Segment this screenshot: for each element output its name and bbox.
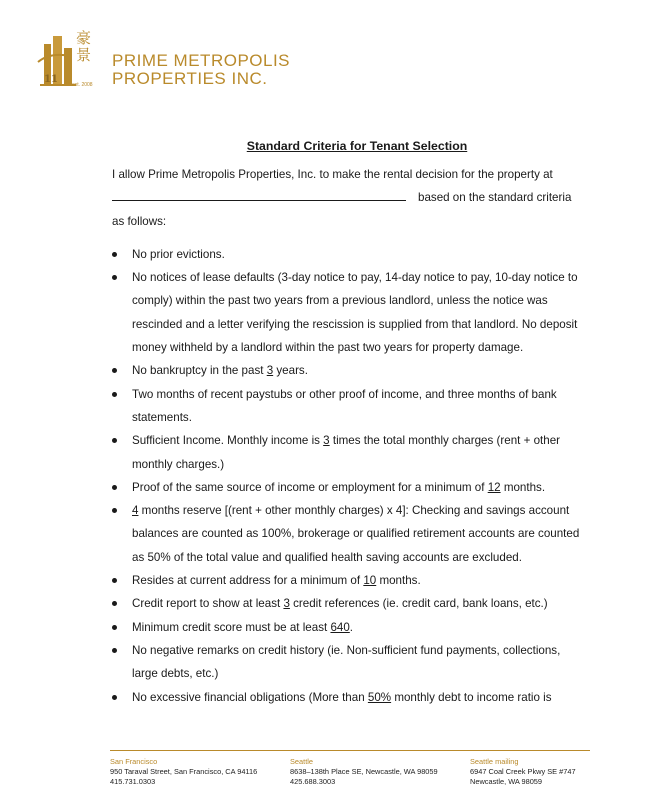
logo-chinese-text: 豪景 (76, 29, 92, 64)
criteria-text: Two months of recent paystubs or other proof of income, and three months of bank statements. (132, 387, 557, 424)
company-logo-icon (30, 22, 110, 97)
criteria-item (112, 639, 582, 686)
criteria-text: Resides at current address for a minimum of (132, 574, 364, 588)
footer-address: 950 Taraval Street, San Francisco, CA 94116 (110, 767, 258, 776)
criteria-item (112, 266, 582, 359)
criteria-item (112, 476, 582, 499)
criteria-value: 50% (367, 690, 392, 704)
intro-line-3: as follows: (112, 214, 167, 228)
criteria-value: 3 (266, 364, 274, 378)
logo-tagline: est. 2008 (72, 82, 93, 88)
footer-city: Seattle mailing (470, 757, 519, 766)
criteria-item (112, 499, 582, 569)
criteria-text: . (349, 620, 354, 634)
footer-address: 8638–138th Place SE, Newcastle, WA 98059 (290, 767, 438, 776)
criteria-item (112, 359, 582, 382)
document-body (112, 138, 582, 709)
criteria-list (112, 243, 582, 709)
footer-address: 6947 Coal Creek Pkwy SE #747 (470, 767, 576, 776)
intro-paragraph (112, 163, 582, 233)
company-name-line1: PRIME METROPOLIS (112, 51, 291, 70)
criteria-text: Proof of the same source of income or employment for a minimum of (132, 480, 488, 494)
property-address-blank[interactable] (112, 187, 406, 201)
footer-city: San Francisco (110, 757, 158, 766)
footer-phone: 425.688.3003 (290, 777, 336, 786)
footer-phone: 415.731.0303 (110, 777, 156, 786)
company-name (112, 52, 290, 88)
criteria-text: months. (500, 480, 546, 494)
criteria-value: 3 (283, 597, 290, 611)
criteria-text: Credit report to show at least (132, 597, 284, 611)
document-title: Standard Criteria for Tenant Selection (246, 139, 468, 153)
criteria-item (112, 686, 582, 709)
footer-office-seattle-mailing (470, 757, 576, 787)
criteria-text: Sufficient Income. Monthly income is (132, 434, 324, 448)
footer-divider (110, 750, 590, 751)
company-name-line2: PROPERTIES INC. (112, 69, 268, 88)
footer-office-sf (110, 757, 257, 787)
criteria-value: 640 (330, 620, 350, 634)
criteria-item (112, 243, 582, 266)
criteria-text: months reserve [(rent + other monthly charges) x 4]: Checking and savings account balances are counted as 100%, brokerage or qualified retirement accounts are counted as 50% of the total value and qualified health saving accounts are excluded. (132, 504, 580, 564)
logo-number: 11 (44, 74, 58, 85)
criteria-value: 10 (363, 574, 377, 588)
criteria-text: Minimum credit score must be at least (132, 620, 331, 634)
criteria-value: 12 (487, 480, 501, 494)
criteria-text: monthly debt to income ratio is (391, 690, 552, 704)
criteria-text: credit references (ie. credit card, bank loans, etc.) (289, 597, 548, 611)
criteria-value: 3 (323, 434, 330, 448)
intro-line-2 (112, 186, 582, 209)
criteria-item (112, 383, 582, 430)
intro-line-2-text: based on the standard criteria (418, 191, 572, 205)
criteria-item (112, 616, 582, 639)
criteria-text: No prior evictions. (132, 247, 225, 261)
criteria-item (112, 429, 582, 476)
criteria-text: years. (273, 364, 308, 378)
letterhead (30, 22, 350, 97)
criteria-text: months. (376, 574, 421, 588)
criteria-value: 4 (132, 504, 139, 518)
intro-line-1: I allow Prime Metropolis Properties, Inc. to make the rental decision for the property at (112, 168, 553, 181)
criteria-text: No notices of lease defaults (3-day notice to pay, 14-day notice to pay, 10-day notice to comply) within the past two years from a previous landlord, unless the notice was rescinded and a letter verifying the rescission is supplied from that landlord. No deposit money withheld by a landlord within the past two years for property damage. (132, 271, 578, 355)
criteria-text: No bankruptcy in the past (132, 364, 267, 378)
criteria-item (112, 569, 582, 592)
footer-city: Seattle (290, 757, 314, 766)
footer-phone: Newcastle, WA 98059 (470, 777, 543, 786)
criteria-text: times the total monthly charges (rent + other monthly charges.) (132, 434, 560, 471)
criteria-text: No excessive financial obligations (More than (132, 690, 368, 704)
footer-office-seattle (290, 757, 438, 787)
criteria-text: No negative remarks on credit history (ie. Non-sufficient fund payments, collections, large debts, etc.) (132, 643, 561, 681)
criteria-item (112, 592, 582, 615)
